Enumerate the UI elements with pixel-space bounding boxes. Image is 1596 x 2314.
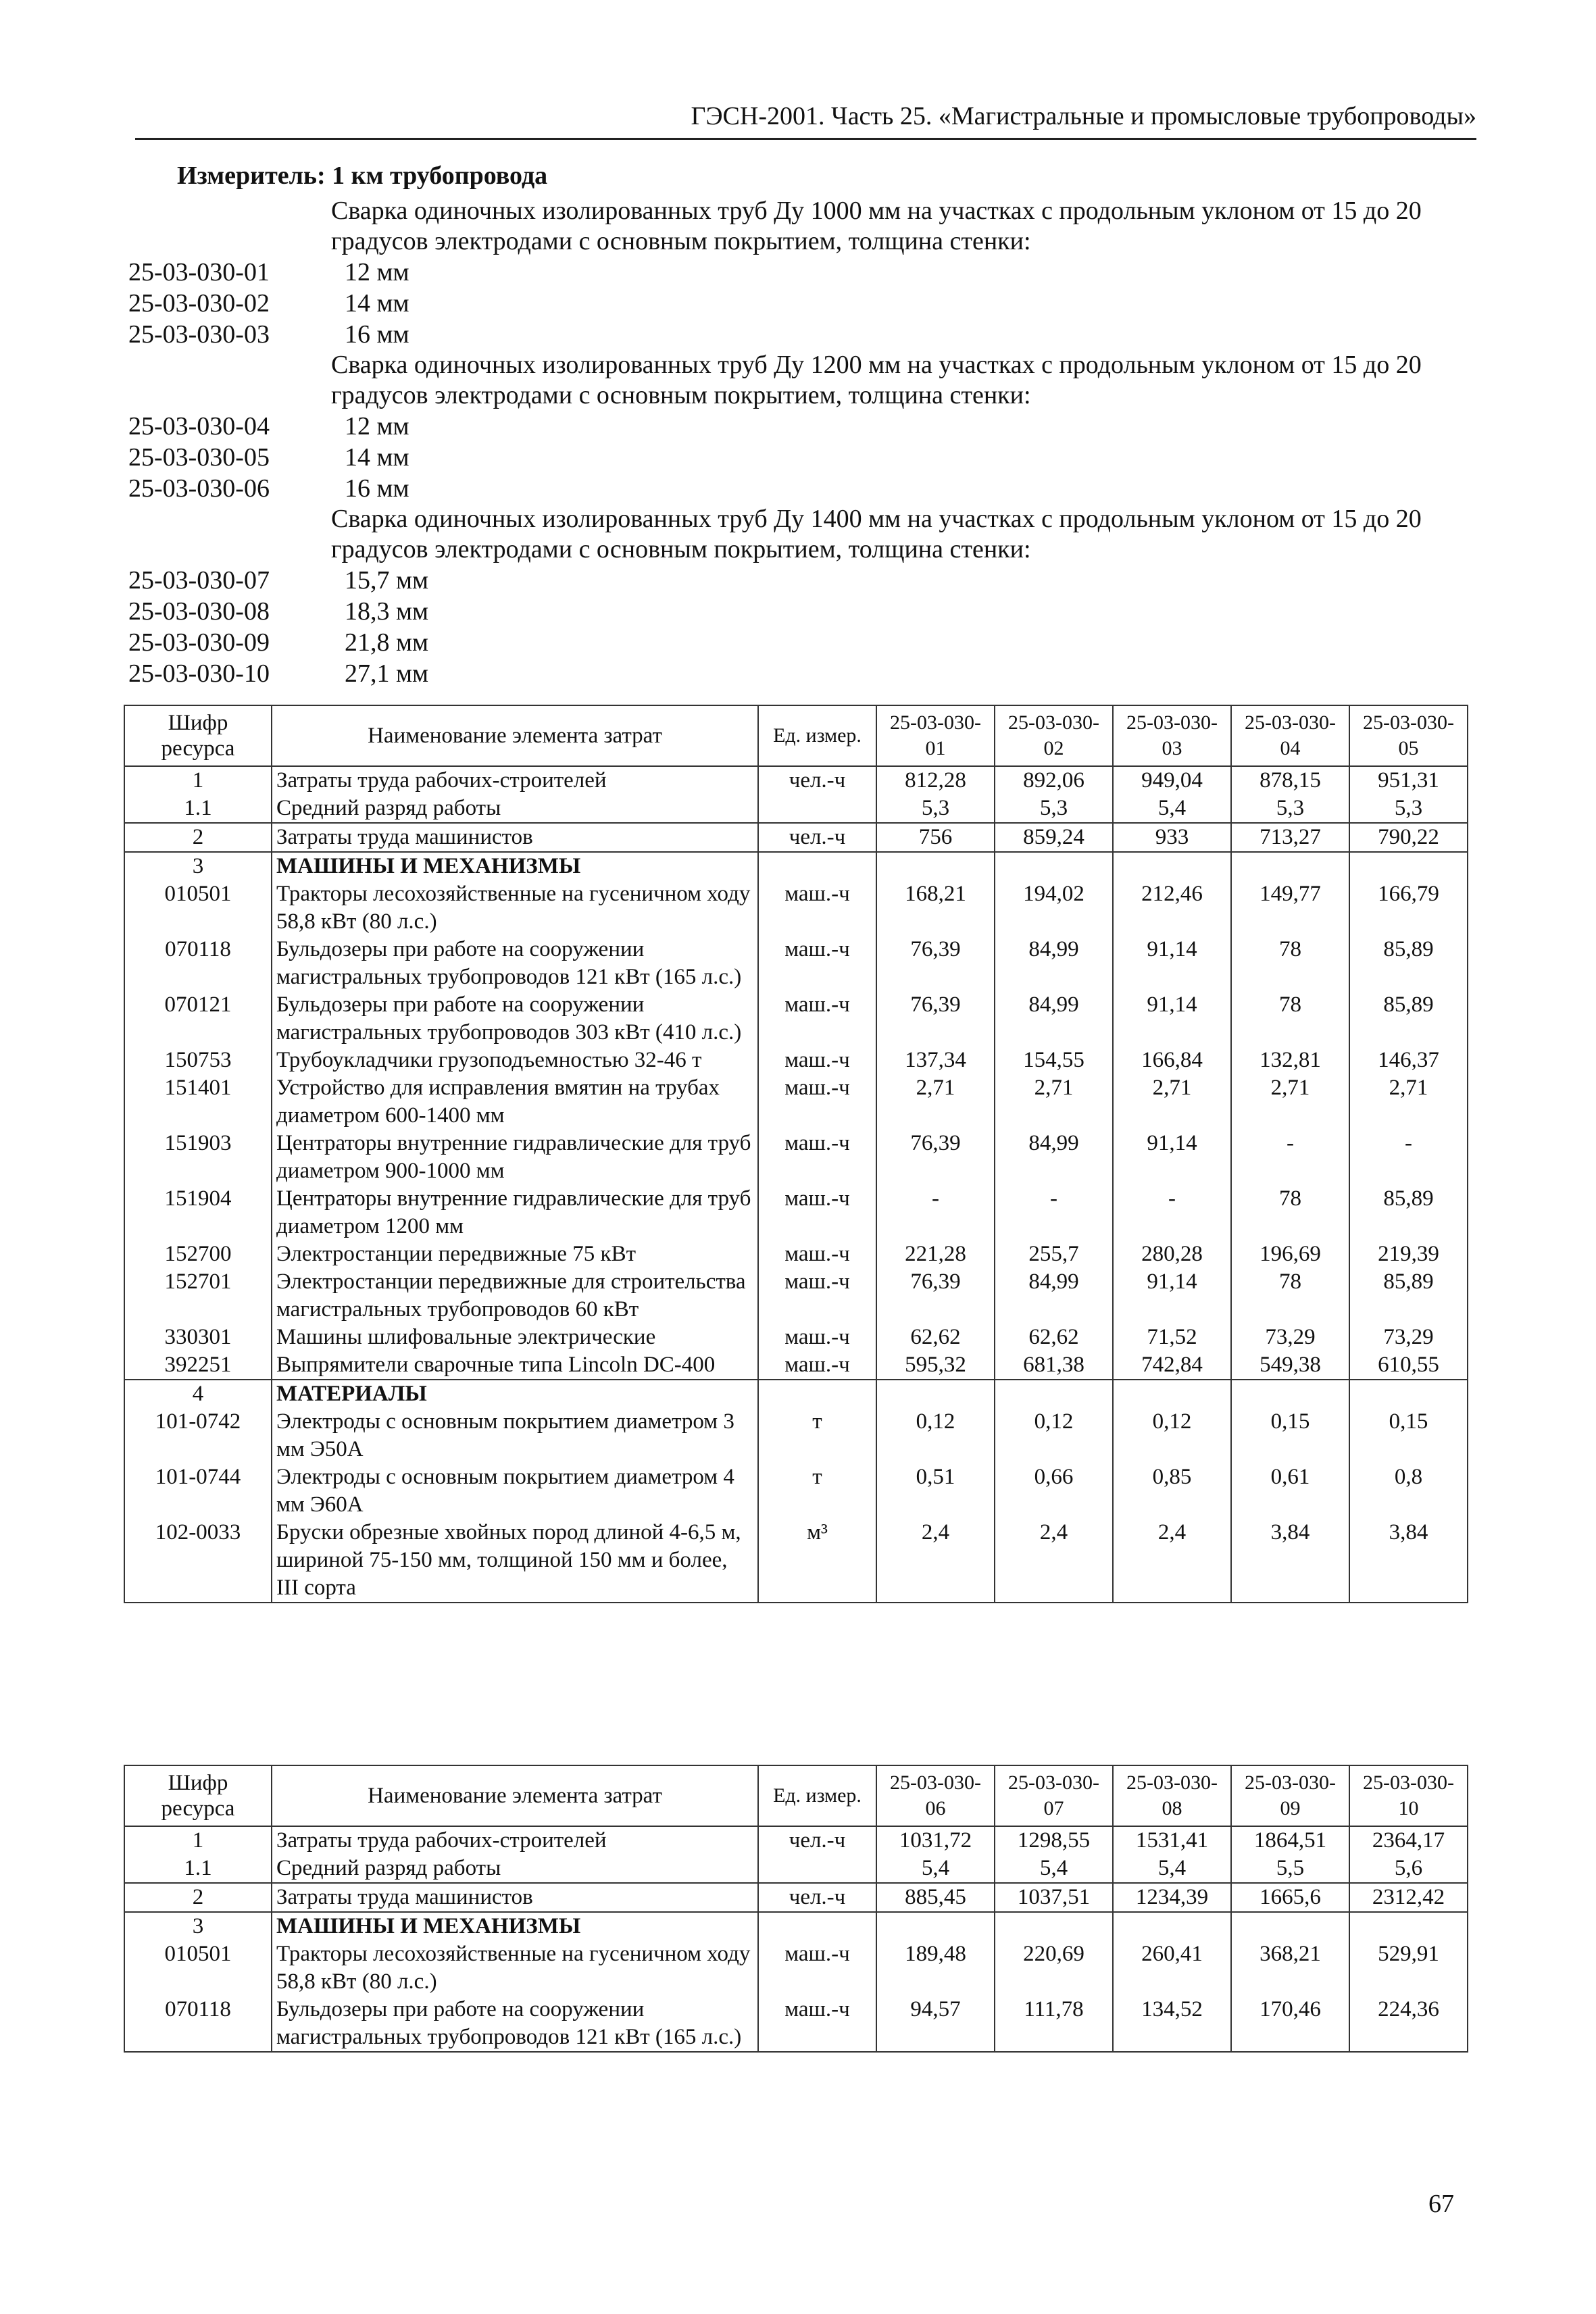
variant-group-title: Сварка одиночных изолированных труб Ду 1200 мм на участках с продольным уклоном от 15 до 20 градусов электродами с основным покрытием, толщина стенки: xyxy=(331,351,1422,409)
resource-code: 330301 xyxy=(124,1324,272,1351)
norm-value: 0,85 xyxy=(1113,1463,1231,1519)
cost-element-name: Средний разряд работы xyxy=(272,795,758,823)
norm-value: 742,84 xyxy=(1113,1351,1231,1380)
norm-value: 5,4 xyxy=(876,1855,995,1883)
norm-value: 91,14 xyxy=(1113,1130,1231,1185)
norm-value: 166,84 xyxy=(1113,1047,1231,1074)
norm-value xyxy=(1349,1912,1468,1940)
unit: чел.-ч xyxy=(758,766,876,795)
column-header: Наименование элемента затрат xyxy=(272,705,758,766)
norm-value: 0,12 xyxy=(995,1408,1113,1463)
variant-code: 25-03-030-02 xyxy=(128,289,270,318)
norm-value: 3,84 xyxy=(1349,1519,1468,1603)
cost-element-name: МАШИНЫ И МЕХАНИЗМЫ xyxy=(272,852,758,880)
variant-group-title: Сварка одиночных изолированных труб Ду 1000 мм на участках с продольным уклоном от 15 до 20 градусов электродами с основным покрытием, толщина стенки: xyxy=(331,197,1422,255)
norm-value: 84,99 xyxy=(995,1268,1113,1324)
norm-value: 76,39 xyxy=(876,936,995,991)
unit: чел.-ч xyxy=(758,823,876,852)
norm-value xyxy=(1113,1912,1231,1940)
table-row xyxy=(124,1047,1468,1074)
norm-value: 2,71 xyxy=(1349,1074,1468,1130)
norm-value: 85,89 xyxy=(1349,991,1468,1047)
cost-element-name: МАТЕРИАЛЫ xyxy=(272,1380,758,1408)
cost-element-name: Тракторы лесохозяйственные на гусеничном ходу 58,8 кВт (80 л.с.) xyxy=(272,1940,758,1996)
norm-value: 2,71 xyxy=(1231,1074,1349,1130)
resource-code: 102-0033 xyxy=(124,1519,272,1603)
norm-value: 1234,39 xyxy=(1113,1883,1231,1912)
norm-value xyxy=(1231,1912,1349,1940)
column-header: 25-03-030-10 xyxy=(1349,1765,1468,1826)
norm-value: 713,27 xyxy=(1231,823,1349,852)
table-row xyxy=(124,1130,1468,1185)
norm-value: 1864,51 xyxy=(1231,1826,1349,1855)
variant-code: 25-03-030-04 xyxy=(128,412,270,441)
norm-value: 76,39 xyxy=(876,1268,995,1324)
norm-value: 154,55 xyxy=(995,1047,1113,1074)
column-header: 25-03-030-02 xyxy=(995,705,1113,766)
resource-code: 152700 xyxy=(124,1240,272,1268)
resource-table-2 xyxy=(124,1765,1468,2053)
variant-row xyxy=(128,658,1466,689)
unit: маш.-ч xyxy=(758,1240,876,1268)
norm-value: 73,29 xyxy=(1349,1324,1468,1351)
norm-value: - xyxy=(1349,1130,1468,1185)
norm-value: 5,4 xyxy=(1113,795,1231,823)
norm-value xyxy=(1349,852,1468,880)
running-header: ГЭСН-2001. Часть 25. «Магистральные и промысловые трубопроводы» xyxy=(135,101,1476,140)
variant-code: 25-03-030-08 xyxy=(128,597,270,626)
norm-value: 2,4 xyxy=(995,1519,1113,1603)
norm-value: 2,71 xyxy=(876,1074,995,1130)
resource-code: 010501 xyxy=(124,880,272,936)
norm-value: 170,46 xyxy=(1231,1996,1349,2052)
norm-value: 62,62 xyxy=(876,1324,995,1351)
norm-value: 62,62 xyxy=(995,1324,1113,1351)
norm-value: 5,3 xyxy=(876,795,995,823)
norm-value: 2,4 xyxy=(876,1519,995,1603)
variant-code: 25-03-030-03 xyxy=(128,320,270,349)
norm-value: 5,4 xyxy=(995,1855,1113,1883)
norm-value: - xyxy=(1113,1185,1231,1240)
unit: маш.-ч xyxy=(758,991,876,1047)
norm-value: 951,31 xyxy=(1349,766,1468,795)
norm-value: 280,28 xyxy=(1113,1240,1231,1268)
norm-value: 5,5 xyxy=(1231,1855,1349,1883)
variant-row xyxy=(128,473,1466,504)
variant-value: 12 мм xyxy=(345,258,409,286)
variant-row xyxy=(128,627,1466,658)
norm-value: 78 xyxy=(1231,936,1349,991)
column-header: 25-03-030-04 xyxy=(1231,705,1349,766)
resource-table-1 xyxy=(124,705,1468,1603)
norm-value: 146,37 xyxy=(1349,1047,1468,1074)
norm-value: - xyxy=(1231,1130,1349,1185)
norm-value: 220,69 xyxy=(995,1940,1113,1996)
norm-value: 76,39 xyxy=(876,1130,995,1185)
resource-code: 070118 xyxy=(124,1996,272,2052)
column-header: Наименование элемента затрат xyxy=(272,1765,758,1826)
table-row xyxy=(124,1351,1468,1380)
unit: маш.-ч xyxy=(758,1047,876,1074)
norm-value: 5,3 xyxy=(1349,795,1468,823)
variant-row xyxy=(128,257,1466,288)
norm-value: 549,38 xyxy=(1231,1351,1349,1380)
norm-value: 529,91 xyxy=(1349,1940,1468,1996)
variant-value: 15,7 мм xyxy=(345,566,429,595)
column-header: Шифр ресурса xyxy=(124,705,272,766)
table-row xyxy=(124,1519,1468,1603)
variant-code: 25-03-030-10 xyxy=(128,659,270,688)
variant-code: 25-03-030-09 xyxy=(128,628,270,657)
norm-value: 0,12 xyxy=(1113,1408,1231,1463)
cost-element-name: Затраты труда машинистов xyxy=(272,1883,758,1912)
norm-value: 790,22 xyxy=(1349,823,1468,852)
norm-value: 0,12 xyxy=(876,1408,995,1463)
cost-element-name: Центраторы внутренние гидравлические для труб диаметром 1200 мм xyxy=(272,1185,758,1240)
table-row xyxy=(124,766,1468,795)
norm-value: - xyxy=(995,1185,1113,1240)
norm-value: 219,39 xyxy=(1349,1240,1468,1268)
unit xyxy=(758,1855,876,1883)
column-header: 25-03-030-08 xyxy=(1113,1765,1231,1826)
norm-value: 2,71 xyxy=(1113,1074,1231,1130)
resource-code: 101-0744 xyxy=(124,1463,272,1519)
resource-code: 2 xyxy=(124,1883,272,1912)
norm-value: 111,78 xyxy=(995,1996,1113,2052)
unit: маш.-ч xyxy=(758,1351,876,1380)
unit: м³ xyxy=(758,1519,876,1603)
unit: т xyxy=(758,1463,876,1519)
table-row xyxy=(124,852,1468,880)
table-row xyxy=(124,991,1468,1047)
cost-element-name: Устройство для исправления вмятин на трубах диаметром 600-1400 мм xyxy=(272,1074,758,1130)
norm-value: 0,15 xyxy=(1349,1408,1468,1463)
norm-value: 2,4 xyxy=(1113,1519,1231,1603)
resource-code: 010501 xyxy=(124,1940,272,1996)
table-row xyxy=(124,1408,1468,1463)
meter-label: Измеритель: 1 км трубопровода xyxy=(177,161,548,190)
cost-element-name: Затраты труда рабочих-строителей xyxy=(272,766,758,795)
resource-code: 070118 xyxy=(124,936,272,991)
norm-value: 885,45 xyxy=(876,1883,995,1912)
variant-value: 14 мм xyxy=(345,289,409,318)
norm-value: 2,71 xyxy=(995,1074,1113,1130)
norm-value: 84,99 xyxy=(995,936,1113,991)
table-row xyxy=(124,1324,1468,1351)
norm-value: 91,14 xyxy=(1113,936,1231,991)
unit xyxy=(758,795,876,823)
norm-value: 949,04 xyxy=(1113,766,1231,795)
norm-value: 85,89 xyxy=(1349,936,1468,991)
variant-row xyxy=(128,442,1466,473)
norm-value: 878,15 xyxy=(1231,766,1349,795)
norm-value: - xyxy=(876,1185,995,1240)
norm-value: 2364,17 xyxy=(1349,1826,1468,1855)
cost-element-name: Бульдозеры при работе на сооружении магистральных трубопроводов 121 кВт (165 л.с.) xyxy=(272,936,758,991)
unit xyxy=(758,1380,876,1408)
table-row xyxy=(124,1912,1468,1940)
resource-code: 1.1 xyxy=(124,795,272,823)
column-header: Шифр ресурса xyxy=(124,1765,272,1826)
variant-value: 27,1 мм xyxy=(345,659,429,688)
norm-value: 812,28 xyxy=(876,766,995,795)
norm-value: 0,15 xyxy=(1231,1408,1349,1463)
norm-value: 5,3 xyxy=(1231,795,1349,823)
norm-value: 84,99 xyxy=(995,991,1113,1047)
norm-value: 194,02 xyxy=(995,880,1113,936)
unit: маш.-ч xyxy=(758,1324,876,1351)
norm-value xyxy=(995,1380,1113,1408)
norm-value: 71,52 xyxy=(1113,1324,1231,1351)
cost-element-name: Бульдозеры при работе на сооружении магистральных трубопроводов 121 кВт (165 л.с.) xyxy=(272,1996,758,2052)
variant-row xyxy=(128,596,1466,627)
norm-value: 0,61 xyxy=(1231,1463,1349,1519)
cost-element-name: Машины шлифовальные электрические xyxy=(272,1324,758,1351)
norm-value: 3,84 xyxy=(1231,1519,1349,1603)
norm-value xyxy=(995,852,1113,880)
table-row xyxy=(124,795,1468,823)
column-header: Ед. измер. xyxy=(758,1765,876,1826)
norm-value: 76,39 xyxy=(876,991,995,1047)
unit: маш.-ч xyxy=(758,880,876,936)
variant-value: 12 мм xyxy=(345,412,409,441)
norm-value: 85,89 xyxy=(1349,1268,1468,1324)
cost-element-name: Выпрямители сварочные типа Lincoln DC-400 xyxy=(272,1351,758,1380)
norm-value xyxy=(1113,852,1231,880)
norm-value: 933 xyxy=(1113,823,1231,852)
table-row xyxy=(124,1855,1468,1883)
cost-element-name: МАШИНЫ И МЕХАНИЗМЫ xyxy=(272,1912,758,1940)
cost-element-name: Средний разряд работы xyxy=(272,1855,758,1883)
unit: маш.-ч xyxy=(758,1940,876,1996)
norm-value: 196,69 xyxy=(1231,1240,1349,1268)
variant-group-title: Сварка одиночных изолированных труб Ду 1400 мм на участках с продольным уклоном от 15 до 20 градусов электродами с основным покрытием, толщина стенки: xyxy=(331,505,1422,563)
cost-element-name: Затраты труда рабочих-строителей xyxy=(272,1826,758,1855)
norm-value: 78 xyxy=(1231,991,1349,1047)
variant-code: 25-03-030-06 xyxy=(128,474,270,503)
table-row xyxy=(124,880,1468,936)
table-row xyxy=(124,936,1468,991)
unit: маш.-ч xyxy=(758,936,876,991)
column-header: 25-03-030-09 xyxy=(1231,1765,1349,1826)
table-row xyxy=(124,1185,1468,1240)
norm-value: 255,7 xyxy=(995,1240,1113,1268)
norm-value: 149,77 xyxy=(1231,880,1349,936)
unit: маш.-ч xyxy=(758,1074,876,1130)
norm-value: 610,55 xyxy=(1349,1351,1468,1380)
norm-value: 166,79 xyxy=(1349,880,1468,936)
resource-code: 1.1 xyxy=(124,1855,272,1883)
resource-code: 392251 xyxy=(124,1351,272,1380)
resource-code: 151401 xyxy=(124,1074,272,1130)
norm-value: 224,36 xyxy=(1349,1996,1468,2052)
variant-value: 16 мм xyxy=(345,320,409,349)
variants-list xyxy=(128,196,1466,689)
unit: чел.-ч xyxy=(758,1883,876,1912)
resource-code: 3 xyxy=(124,1912,272,1940)
resource-code: 151904 xyxy=(124,1185,272,1240)
table-row xyxy=(124,823,1468,852)
norm-value xyxy=(1231,852,1349,880)
unit: маш.-ч xyxy=(758,1185,876,1240)
norm-value: 221,28 xyxy=(876,1240,995,1268)
norm-value: 94,57 xyxy=(876,1996,995,2052)
unit: маш.-ч xyxy=(758,1996,876,2052)
variant-row xyxy=(128,288,1466,319)
resource-code: 150753 xyxy=(124,1047,272,1074)
table-row xyxy=(124,1996,1468,2052)
variant-value: 14 мм xyxy=(345,443,409,472)
norm-value: 91,14 xyxy=(1113,1268,1231,1324)
norm-value: 91,14 xyxy=(1113,991,1231,1047)
norm-value: 260,41 xyxy=(1113,1940,1231,1996)
resource-code: 101-0742 xyxy=(124,1408,272,1463)
table-row xyxy=(124,1940,1468,1996)
column-header: 25-03-030-05 xyxy=(1349,705,1468,766)
norm-value: 1031,72 xyxy=(876,1826,995,1855)
table-row xyxy=(124,1826,1468,1855)
column-header: 25-03-030-03 xyxy=(1113,705,1231,766)
resource-code: 2 xyxy=(124,823,272,852)
resource-code: 1 xyxy=(124,766,272,795)
variant-value: 21,8 мм xyxy=(345,628,429,657)
unit xyxy=(758,1912,876,1940)
norm-value xyxy=(1113,1380,1231,1408)
cost-element-name: Электростанции передвижные 75 кВт xyxy=(272,1240,758,1268)
norm-value: 134,52 xyxy=(1113,1996,1231,2052)
column-header: Ед. измер. xyxy=(758,705,876,766)
norm-value xyxy=(876,852,995,880)
norm-value: 859,24 xyxy=(995,823,1113,852)
unit: маш.-ч xyxy=(758,1268,876,1324)
norm-value: 756 xyxy=(876,823,995,852)
cost-element-name: Электроды с основным покрытием диаметром 3 мм Э50А xyxy=(272,1408,758,1463)
norm-value: 0,51 xyxy=(876,1463,995,1519)
variant-code: 25-03-030-07 xyxy=(128,566,270,595)
variant-value: 18,3 мм xyxy=(345,597,429,626)
variant-code: 25-03-030-05 xyxy=(128,443,270,472)
resource-code: 151903 xyxy=(124,1130,272,1185)
variant-row xyxy=(128,411,1466,442)
norm-value: 1531,41 xyxy=(1113,1826,1231,1855)
norm-value: 5,6 xyxy=(1349,1855,1468,1883)
table-row xyxy=(124,1883,1468,1912)
table-row xyxy=(124,1240,1468,1268)
unit: т xyxy=(758,1408,876,1463)
table-row xyxy=(124,1380,1468,1408)
norm-value: 85,89 xyxy=(1349,1185,1468,1240)
cost-element-name: Бульдозеры при работе на сооружении магистральных трубопроводов 303 кВт (410 л.с.) xyxy=(272,991,758,1047)
norm-value: 84,99 xyxy=(995,1130,1113,1185)
norm-value xyxy=(876,1912,995,1940)
norm-value: 892,06 xyxy=(995,766,1113,795)
norm-value: 1037,51 xyxy=(995,1883,1113,1912)
cost-element-name: Электроды с основным покрытием диаметром 4 мм Э60А xyxy=(272,1463,758,1519)
norm-value: 78 xyxy=(1231,1268,1349,1324)
resource-code: 152701 xyxy=(124,1268,272,1324)
variant-value: 16 мм xyxy=(345,474,409,503)
norm-value: 73,29 xyxy=(1231,1324,1349,1351)
column-header: 25-03-030-06 xyxy=(876,1765,995,1826)
variant-row xyxy=(128,565,1466,596)
norm-value xyxy=(995,1912,1113,1940)
norm-value xyxy=(876,1380,995,1408)
resource-code: 4 xyxy=(124,1380,272,1408)
norm-value: 137,34 xyxy=(876,1047,995,1074)
cost-element-name: Центраторы внутренние гидравлические для труб диаметром 900-1000 мм xyxy=(272,1130,758,1185)
norm-value xyxy=(1349,1380,1468,1408)
page-number: 67 xyxy=(1428,2190,1454,2218)
table-row xyxy=(124,1463,1468,1519)
norm-value: 2312,42 xyxy=(1349,1883,1468,1912)
norm-value: 189,48 xyxy=(876,1940,995,1996)
norm-value: 5,4 xyxy=(1113,1855,1231,1883)
norm-value: 5,3 xyxy=(995,795,1113,823)
norm-value: 368,21 xyxy=(1231,1940,1349,1996)
cost-element-name: Электростанции передвижные для строительства магистральных трубопроводов 60 кВт xyxy=(272,1268,758,1324)
norm-value: 0,8 xyxy=(1349,1463,1468,1519)
variant-row xyxy=(128,319,1466,350)
variant-code: 25-03-030-01 xyxy=(128,258,270,286)
unit: маш.-ч xyxy=(758,1130,876,1185)
cost-element-name: Тракторы лесохозяйственные на гусеничном ходу 58,8 кВт (80 л.с.) xyxy=(272,880,758,936)
resource-code: 070121 xyxy=(124,991,272,1047)
resource-code: 3 xyxy=(124,852,272,880)
column-header: 25-03-030-07 xyxy=(995,1765,1113,1826)
table-row xyxy=(124,1074,1468,1130)
norm-value: 212,46 xyxy=(1113,880,1231,936)
resource-code: 1 xyxy=(124,1826,272,1855)
unit xyxy=(758,852,876,880)
column-header: 25-03-030-01 xyxy=(876,705,995,766)
norm-value: 681,38 xyxy=(995,1351,1113,1380)
norm-value: 78 xyxy=(1231,1185,1349,1240)
cost-element-name: Бруски обрезные хвойных пород длиной 4-6,5 м, шириной 75-150 мм, толщиной 150 мм и более, III сорта xyxy=(272,1519,758,1603)
table-row xyxy=(124,1268,1468,1324)
unit: чел.-ч xyxy=(758,1826,876,1855)
norm-value: 0,66 xyxy=(995,1463,1113,1519)
norm-value: 595,32 xyxy=(876,1351,995,1380)
norm-value: 1298,55 xyxy=(995,1826,1113,1855)
norm-value xyxy=(1231,1380,1349,1408)
norm-value: 1665,6 xyxy=(1231,1883,1349,1912)
norm-value: 168,21 xyxy=(876,880,995,936)
cost-element-name: Трубоукладчики грузоподъемностью 32-46 т xyxy=(272,1047,758,1074)
cost-element-name: Затраты труда машинистов xyxy=(272,823,758,852)
norm-value: 132,81 xyxy=(1231,1047,1349,1074)
